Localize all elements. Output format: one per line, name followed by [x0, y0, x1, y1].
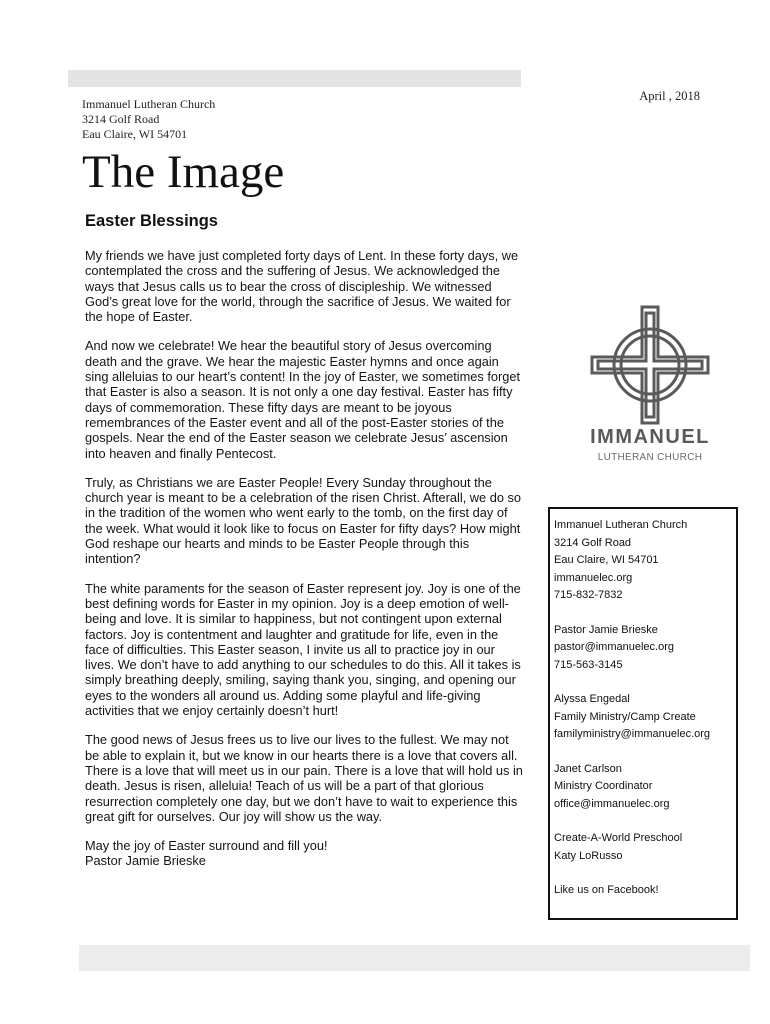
article-paragraph: The good news of Jesus frees us to live our lives to the fullest. We may not be able to explain it, but we know in our hearts there is a love that covers all. There is a love that will meet us in our pain. There is a love that will hold us in death. Jesus is risen, alleluia! Teach of us will be a part of that glorious resurrection completely one day, but we don’t have to wait to experience this great gift for ourselves. Our joy will show us the way.: [85, 732, 523, 824]
contact-line: 3214 Golf Road: [554, 536, 632, 549]
contact-line: Family Ministry/Camp Create: [554, 710, 696, 723]
contact-pastor: [554, 622, 736, 675]
header-address: [82, 97, 215, 142]
contact-email[interactable]: pastor@immanuelec.org: [554, 641, 674, 653]
facebook-link[interactable]: Like us on Facebook!: [554, 884, 659, 896]
contact-line: Ministry Coordinator: [554, 780, 653, 792]
contact-family-ministry: [554, 691, 736, 744]
footer-bar: [79, 945, 750, 971]
contact-email[interactable]: office@immanuelec.org: [554, 797, 670, 810]
contact-line: Alyssa Engedal: [554, 693, 630, 705]
contact-line: Janet Carlson: [554, 762, 622, 775]
address-line: 3214 Golf Road: [82, 112, 160, 126]
article-paragraph: The white paraments for the season of Easter represent joy. Joy is one of the best defining words for Easter in my opinion. Joy is a deep emotion of well-being and love. It is similar to happiness, but not contingent upon external factors. Joy is contentment and laughter and gratitude for life, even in the face of difficulties. This Easter season, I invite us all to practice joy in our lives. We don’t have to add anything to our schedules to do this. All it takes is simply breathing deeply, smiling, saying thank you, singing, and opening our eyes to the wonders all around us. Adding some playful and life-giving activities that we enjoy certainly doesn’t hurt!: [85, 580, 521, 719]
contact-facebook: [554, 882, 736, 900]
logo-subtitle: LUTHERAN CHURCH: [597, 452, 703, 463]
contact-church: [554, 517, 736, 605]
contact-line: Katy LoRusso: [554, 849, 623, 862]
contact-website[interactable]: immanuelec.org: [554, 571, 633, 584]
article-paragraph: My friends we have just completed forty days of Lent. In these forty days, we contemplated the cross and the suffering of Jesus. We acknowledged the ways that Jesus calls us to bear the cross of discipleship. We witnessed God’s great love for the world, through the sacrifice of Jesus. We waited for the hope of Easter.: [85, 248, 519, 325]
logo-name: IMMANUEL: [590, 426, 710, 448]
contact-preschool: [554, 830, 736, 865]
contact-line: Create-A-World Preschool: [554, 832, 683, 844]
article-signature: Pastor Jamie Brieske: [85, 853, 206, 869]
contact-line: Pastor Jamie Brieske: [554, 623, 658, 636]
article-body: [85, 248, 523, 869]
contact-coordinator: [554, 761, 736, 814]
contact-box: [548, 507, 738, 920]
article-paragraph: And now we celebrate! We hear the beautiful story of Jesus overcoming death and the grave. We hear the majestic Easter hymns and once again sing alleluias to our heart’s content! In the joy of Easter, we sometimes forget that Easter is also a season. It is not only a one day festival. Easter has fifty days of commemoration. These fifty days are meant to be joyous remembrances of the Easter event and all of the post-Easter stories of the gospels. Near the end of the Easter season we celebrate Jesus’ ascension into heaven and finally Pentecost.: [85, 338, 521, 461]
address-line: Immanuel Lutheran Church: [82, 97, 216, 111]
address-line: Eau Claire, WI 54701: [82, 127, 188, 141]
issue-date: April , 2018: [639, 89, 700, 103]
cross-in-circle-icon: [590, 305, 710, 425]
contact-email[interactable]: familyministry@immanuelec.org: [554, 728, 711, 740]
article-closing: May the joy of Easter surround and fill you!: [85, 838, 328, 854]
contact-phone: 715-563-3145: [554, 658, 623, 671]
article-paragraph: Truly, as Christians we are Easter People! Every Sunday throughout the church year is meant to be a celebration of the risen Christ. Afterall, we do so in the tradition of the women who went early to the tomb, on the first day of the week. What would it look like to focus on Easter for fifty days? How might God reshape our hearts and minds to be Easter People through this intention?: [85, 474, 522, 567]
contact-line: Immanuel Lutheran Church: [554, 519, 688, 531]
contact-phone: 715-832-7832: [554, 589, 623, 601]
church-logo: [570, 300, 730, 470]
article-title: Easter Blessings: [85, 212, 218, 230]
contact-line: Eau Claire, WI 54701: [554, 554, 659, 566]
header-bar: [68, 70, 521, 87]
newsletter-masthead: The Image: [82, 146, 285, 198]
